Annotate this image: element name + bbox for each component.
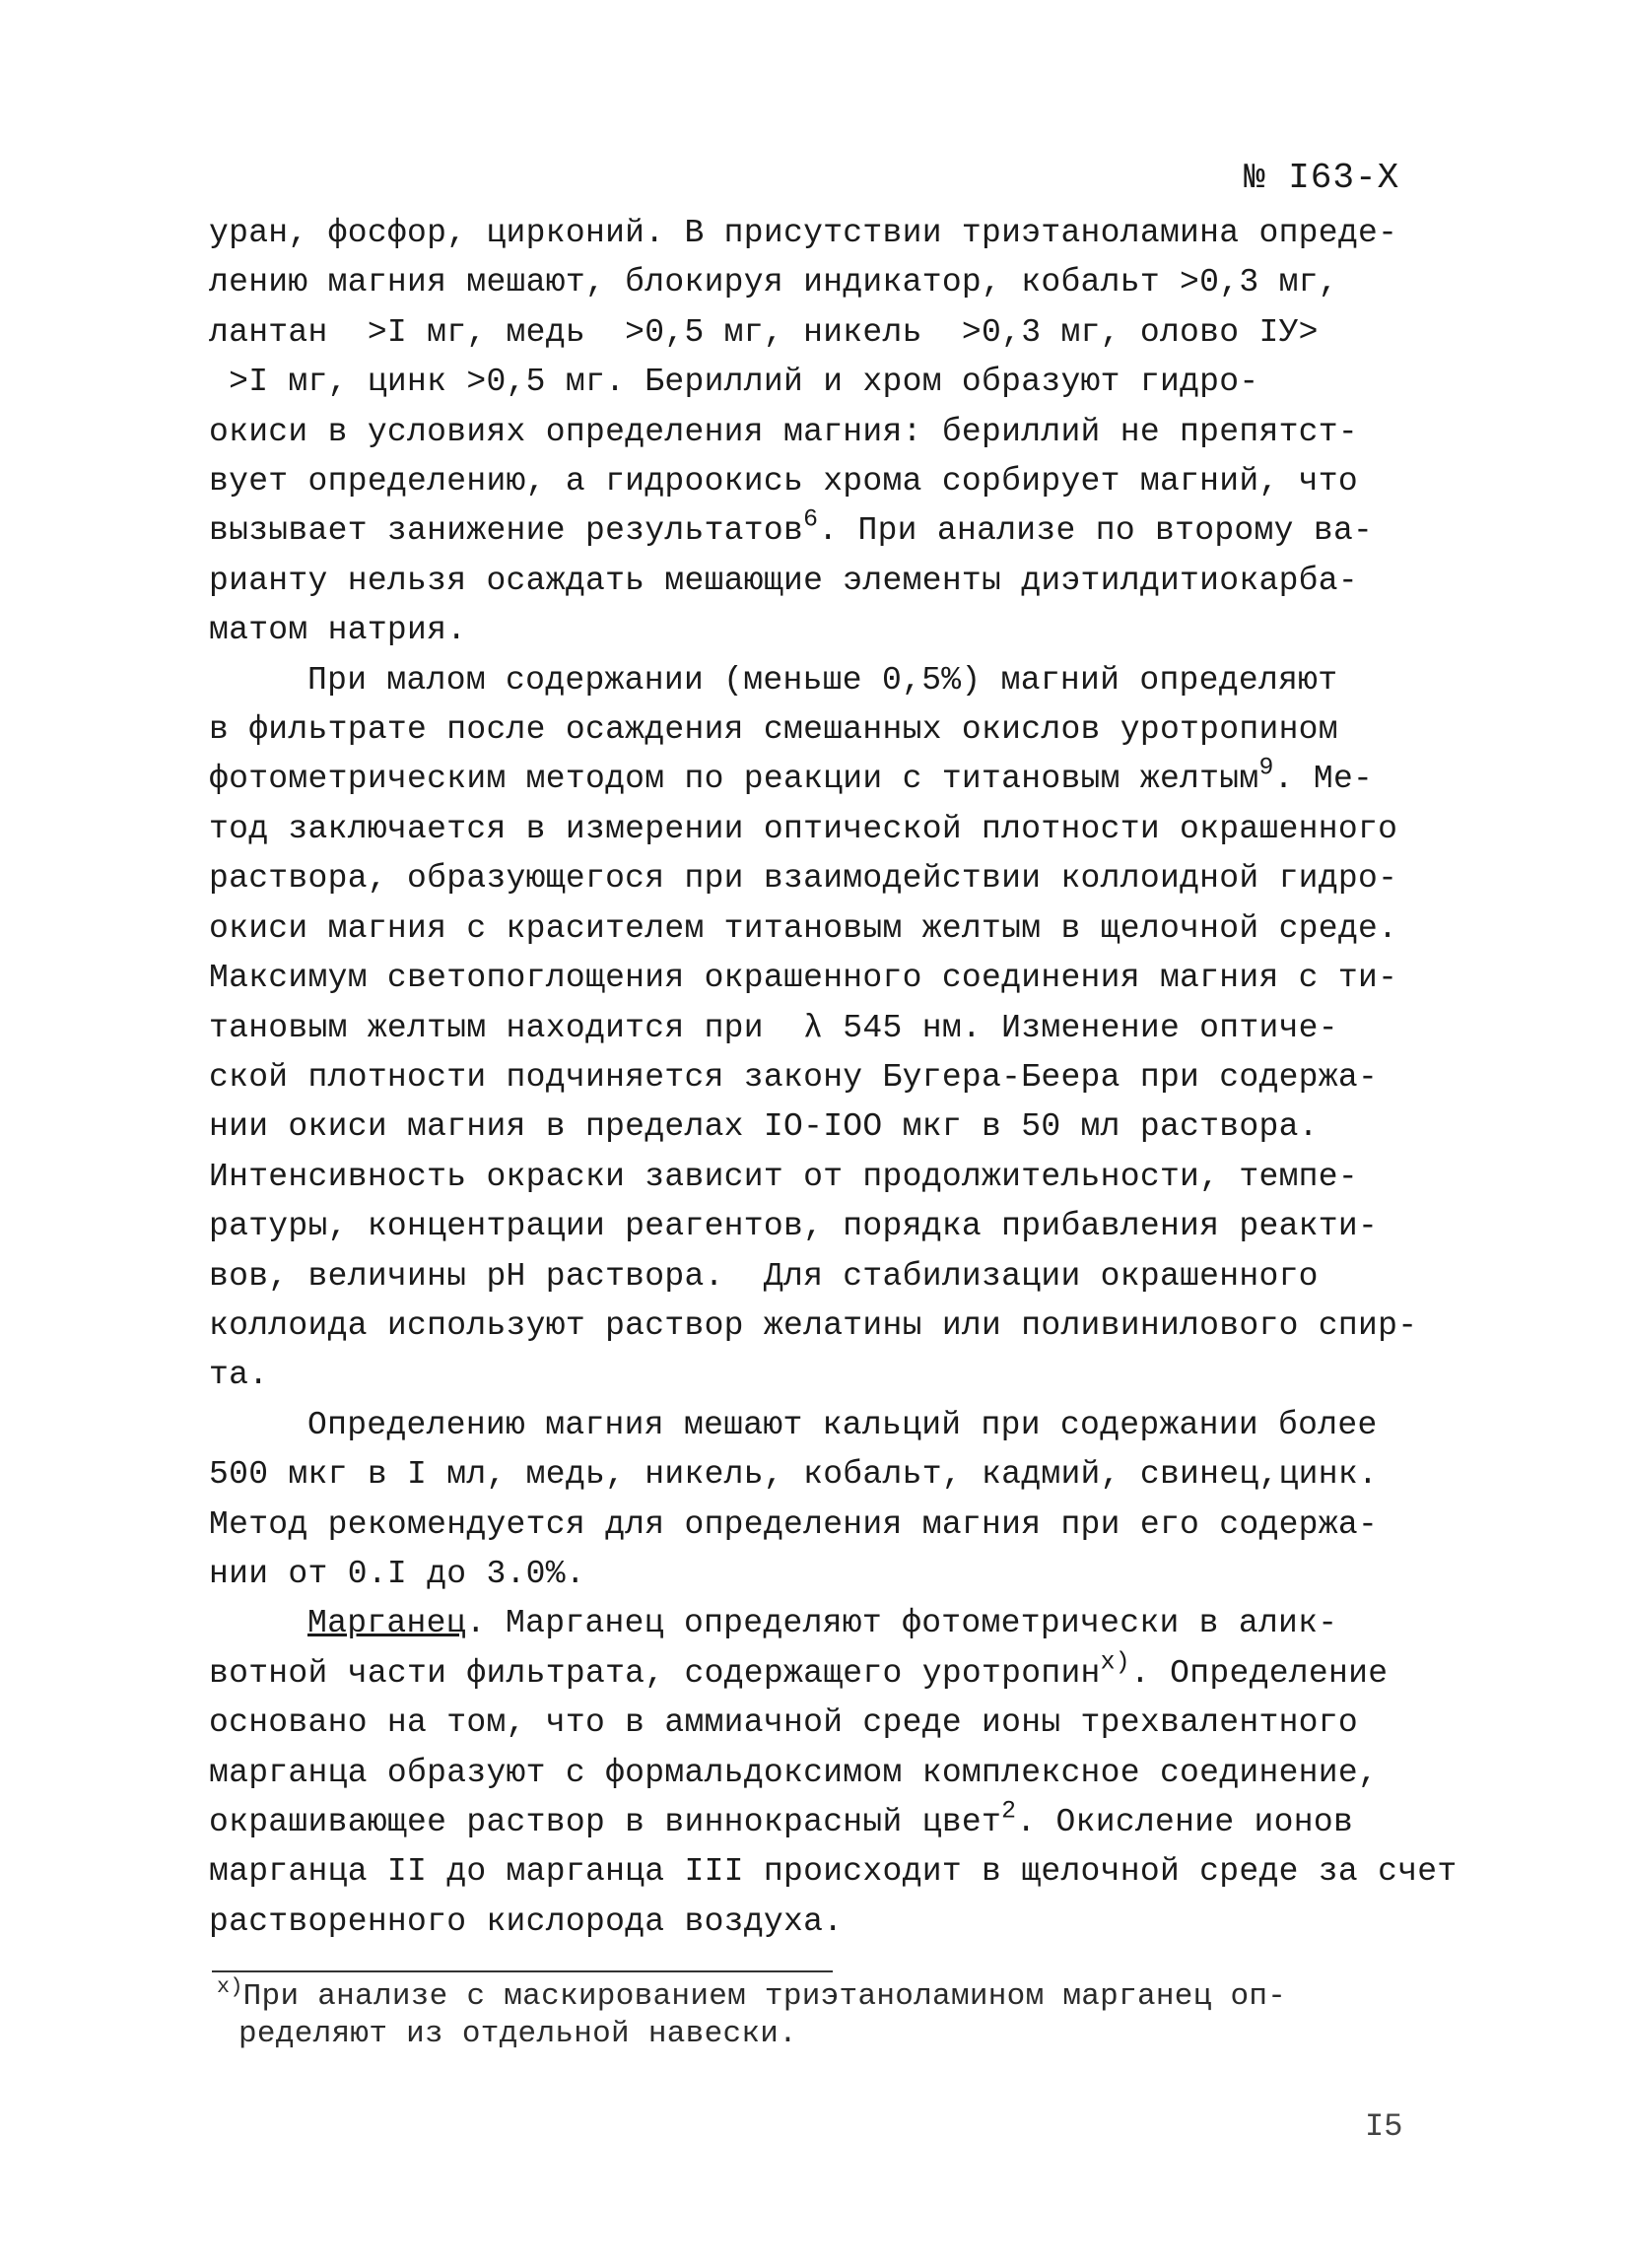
text-line: >I мг, цинк >0,5 мг. Бериллий и хром образуют гидро- <box>209 364 1259 401</box>
paragraph <box>209 209 1426 656</box>
text-line: рианту нельзя осаждать мешающие элементы диэтилдитиокарба- <box>209 562 1358 599</box>
text-line: основано на том, что в аммиачной среде ионы трехвалентного <box>209 1704 1358 1742</box>
footnote-mark: x) <box>217 1974 243 2000</box>
body-text <box>209 209 1458 1947</box>
text-line: Интенсивность окраски зависит от продолжительности, темпе- <box>209 1158 1358 1195</box>
text-line: уран, фосфор, цирконий. В присутствии триэтаноламина опреде- <box>209 215 1398 251</box>
text-line: матом натрия. <box>209 612 467 649</box>
paragraph <box>209 1599 1458 1947</box>
footnote-divider <box>212 1970 833 1972</box>
document-number: № I63-X <box>1244 158 1400 198</box>
text-line: окиси магния с красителем титановым желтым в щелочной среде. <box>209 909 1398 947</box>
page-number: I5 <box>1365 2108 1403 2145</box>
text-line: вызывает занижение результатов$^6$. При анализе по второму ва- <box>209 505 1374 550</box>
text-line: Метод рекомендуется для определения магния при его содержа- <box>209 1505 1379 1543</box>
text-line: вует определению, а гидроокись хрома сорбирует магний, что <box>209 463 1358 500</box>
text-line: окрашивающее раствор в виннокрасный цвет$^2$. Окисление ионов <box>209 1797 1354 1840</box>
reference-superscript: x) <box>1100 1648 1130 1677</box>
section-heading: Марганец <box>307 1605 466 1642</box>
text-line: ской плотности подчиняется закону Бугера-Беера при содержа- <box>209 1058 1379 1096</box>
text-line: растворенного кислорода воздуха. <box>209 1902 844 1940</box>
text-line: марганца II до марганца III происходит в щелочной среде за счет <box>209 1853 1458 1891</box>
reference-superscript: 6 <box>803 505 819 534</box>
text-line: Марганец. Марганец определяют фотометрически в алик- <box>307 1605 1338 1642</box>
footnote-line: $^{x)}$При анализе с маскированием триэтаноламином марганец оп- <box>217 1974 1287 2014</box>
text-line: окиси в условиях определения магния: бериллий не препятст- <box>209 413 1358 450</box>
text-line: вов, величины pH раствора. Для стабилизации окрашенного <box>209 1257 1319 1295</box>
reference-superscript: 2 <box>1001 1797 1017 1826</box>
text-line: нии от 0.I до 3.0%. <box>209 1555 585 1592</box>
text-line: нии окиси магния в пределах IO-IOO мкг в 50 мл раствора. <box>209 1108 1319 1146</box>
text-line: Максимум светопоглощения окрашенного соединения магния с ти- <box>209 960 1398 997</box>
paragraph <box>209 1401 1426 1600</box>
text-line: вотной части фильтрата, содержащего уротропин$^{x)}$. Определение <box>209 1648 1389 1692</box>
text-line: фотометрическим методом по реакции с титановым желтым$^9$. Ме- <box>209 754 1374 798</box>
text-line: лантан >I мг, медь >0,5 мг, никель >0,3 мг, олово IУ> <box>209 313 1319 351</box>
text-line: лению магния мешают, блокируя индикатор, кобальт >0,3 мг, <box>209 264 1338 301</box>
text-line: марганца образуют с формальдоксимом комплексное соединение, <box>209 1754 1379 1791</box>
text-line: Определению магния мешают кальций при содержании более <box>307 1406 1378 1443</box>
text-line: раствора, образующегося при взаимодействии коллоидной гидро- <box>209 860 1398 898</box>
text-line: коллоида используют раствор желатины или поливинилового спир- <box>209 1306 1418 1344</box>
reference-superscript: 9 <box>1258 754 1274 782</box>
text-line: тод заключается в измерении оптической плотности окрашенного <box>209 810 1398 847</box>
footnote-line: ределяют из отдельной навески. <box>238 2017 798 2051</box>
text-line: та. <box>209 1357 269 1394</box>
text-line: тановым желтым находится при λ 545 нм. Изменение оптиче- <box>209 1009 1338 1046</box>
text-line: При малом содержании (меньше 0,5%) магний определяют <box>307 661 1338 699</box>
text-line: в фильтрате после осаждения смешанных окислов уротропином <box>209 711 1338 749</box>
footnote <box>217 1974 1399 2053</box>
text-line: ратуры, концентрации реагентов, порядка прибавления реакти- <box>209 1208 1379 1245</box>
text-line: 500 мкг в I мл, медь, никель, кобальт, кадмий, свинец,цинк. <box>209 1456 1379 1494</box>
paragraph <box>209 656 1426 1401</box>
